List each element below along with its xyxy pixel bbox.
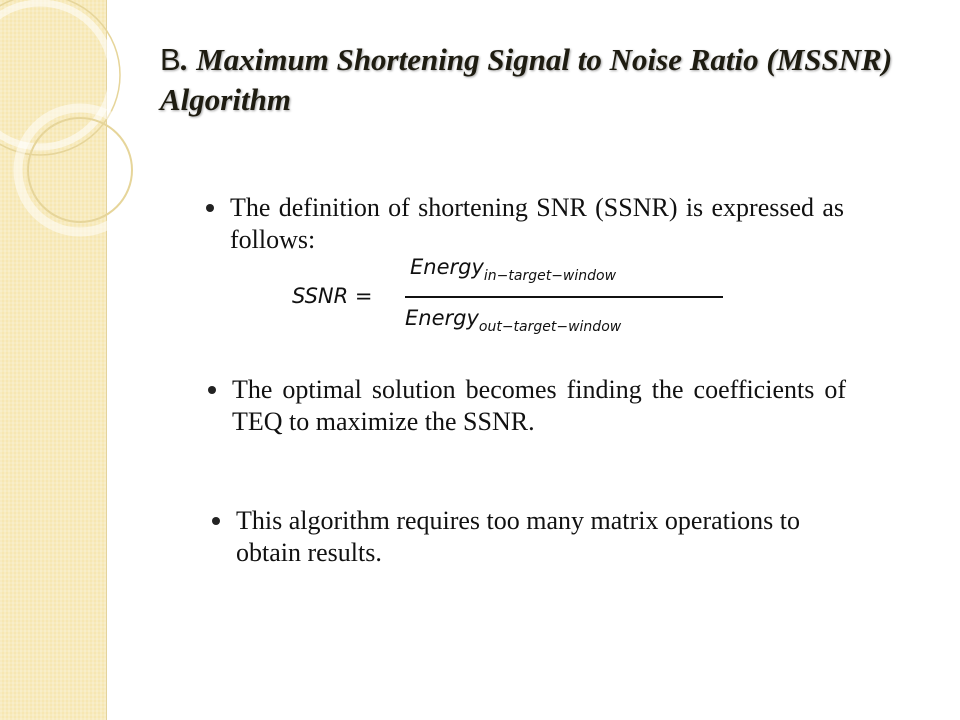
- bullet-dot: [206, 204, 214, 212]
- bullet-text: The definition of shortening SNR (SSNR) is expressed as follows:: [230, 193, 844, 254]
- bullet-item: [208, 374, 846, 440]
- bullet-dot: [208, 386, 216, 394]
- fraction-bar: [405, 296, 723, 298]
- numerator-subscript: in−target−window: [483, 268, 617, 284]
- denominator-base: Energy: [405, 306, 479, 330]
- numerator-base: Energy: [410, 255, 484, 279]
- slide-title: [160, 40, 900, 120]
- ssnr-formula: [292, 255, 762, 345]
- bullet-item: [212, 505, 857, 571]
- title-prefix: B: [160, 42, 181, 77]
- formula-denominator: [405, 306, 621, 335]
- bullet-item: [206, 192, 844, 258]
- denominator-subscript: out−target−window: [478, 319, 622, 335]
- bullet-text: The optimal solution becomes finding the coefficients of TEQ to maximize the SSNR.: [232, 375, 846, 436]
- bullet-text: This algorithm requires too many matrix operations to obtain results.: [236, 506, 800, 567]
- formula-lhs: SSNR =: [292, 284, 373, 308]
- title-main: . Maximum Shortening Signal to Noise Ratio (MSSNR) Algorithm: [160, 42, 893, 117]
- decorative-side-strip: [0, 0, 107, 720]
- bullet-dot: [212, 517, 220, 525]
- formula-numerator: [410, 255, 616, 284]
- decorative-rings: [0, 0, 180, 260]
